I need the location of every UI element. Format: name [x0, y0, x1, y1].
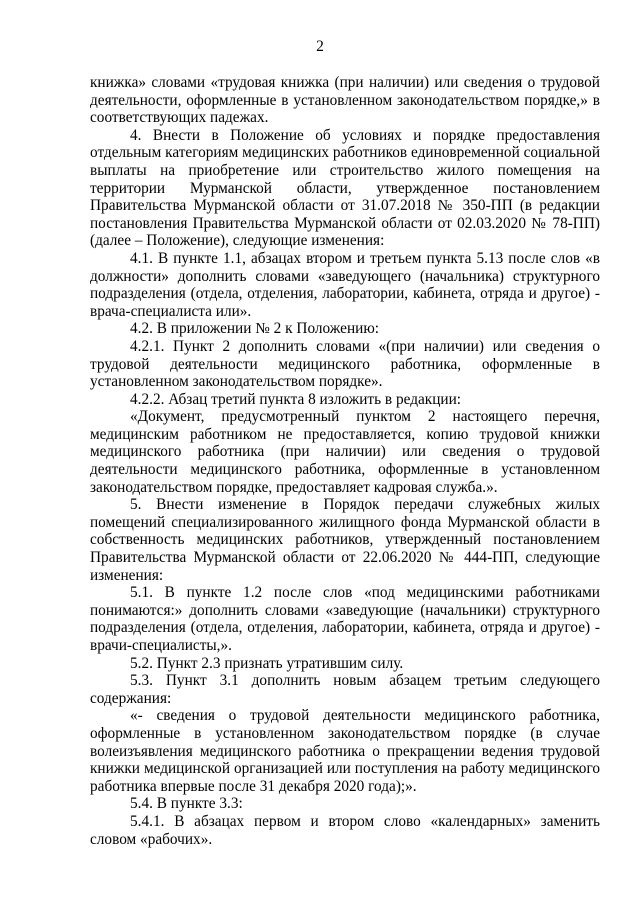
- paragraph-item-5-4: 5.4. В пункте 3.3:: [130, 795, 243, 813]
- paragraph-item-5-4-1: 5.4.1. В абзацах первом и втором слово «календарных» заменить словом «рабочих».: [90, 812, 600, 848]
- paragraph-item-4-2-1: 4.2.1. Пункт 2 дополнить словами «(при наличии) или сведения о трудовой деятельности медицинского работника, оформленные в установленном законодательством порядке».: [90, 337, 600, 391]
- page-number: 2: [316, 38, 324, 55]
- document-body: [90, 74, 600, 848]
- paragraph-item-4-2-2: 4.2.2. Абзац третий пункта 8 изложить в редакции:: [130, 390, 462, 408]
- paragraph-item-5-1: 5.1. В пункте 1.2 после слов «под медицинскими работниками понимаются:» дополнить словами «заведующие (начальники) структурного подразделения (отдела, отделения, лаборатории, кабинета, отряда и другое) - врачи-специалисты,».: [90, 584, 600, 654]
- paragraph-quote-document: «Документ, предусмотренный пунктом 2 настоящего перечня, медицинским работником не предоставляется, копию трудовой книжки медицинского работника (при наличии) или сведения о трудовой деятельности медицинского работника, оформленные в установленном законодательством порядке, предоставляет кадровая служба.».: [90, 408, 600, 496]
- paragraph-item-4-1: 4.1. В пункте 1.1, абзацах втором и третьем пункта 5.13 после слов «в должности» дополнить словами «заведующего (начальника) структурного подразделения (отдела, отделения, лаборатории, кабинета, отряда и другое) - врача-специалиста или».: [90, 249, 600, 320]
- paragraph-item-5-2: 5.2. Пункт 2.3 признать утратившим силу.: [130, 654, 404, 672]
- paragraph-continuation: книжка» словами «трудовая книжка (при наличии) или сведения о трудовой деятельности, оформленные в установленном законодательством порядке,» в соответствующих падежах.: [90, 74, 600, 127]
- paragraph-quote-information: «- сведения о трудовой деятельности медицинского работника, оформленные в установленном законодательством порядке (в случае волеизъявления медицинского работника о прекращении ведения трудовой книжки медицинской организацией или поступления на работу медицинского работника впервые после 31 декабря 2020 года);».: [90, 707, 600, 795]
- paragraph-item-5-3: 5.3. Пункт 3.1 дополнить новым абзацем третьим следующего содержания:: [90, 672, 600, 707]
- paragraph-item-4: 4. Внести в Положение об условиях и порядке предоставления отдельным категориям медицинских работников единовременной социальной выплаты на приобретение или строительство жилого помещения на территории Мурманской области, утвержденное постановлением Правительства Мурманской области от 31.07.2018 № 350-ПП (в редакции постановления Правительства Мурманской области от 02.03.2020 № 78-ПП) (далее – Положение), следующие изменения:: [90, 126, 600, 250]
- paragraph-item-5: 5. Внести изменение в Порядок передачи служебных жилых помещений специализированного жилищного фонда Мурманской области в собственность медицинских работников, утвержденный постановлением Правительства Мурманской области от 22.06.2020 № 444-ПП, следующие изменения:: [90, 496, 600, 584]
- paragraph-item-4-2: 4.2. В приложении № 2 к Положению:: [130, 320, 380, 338]
